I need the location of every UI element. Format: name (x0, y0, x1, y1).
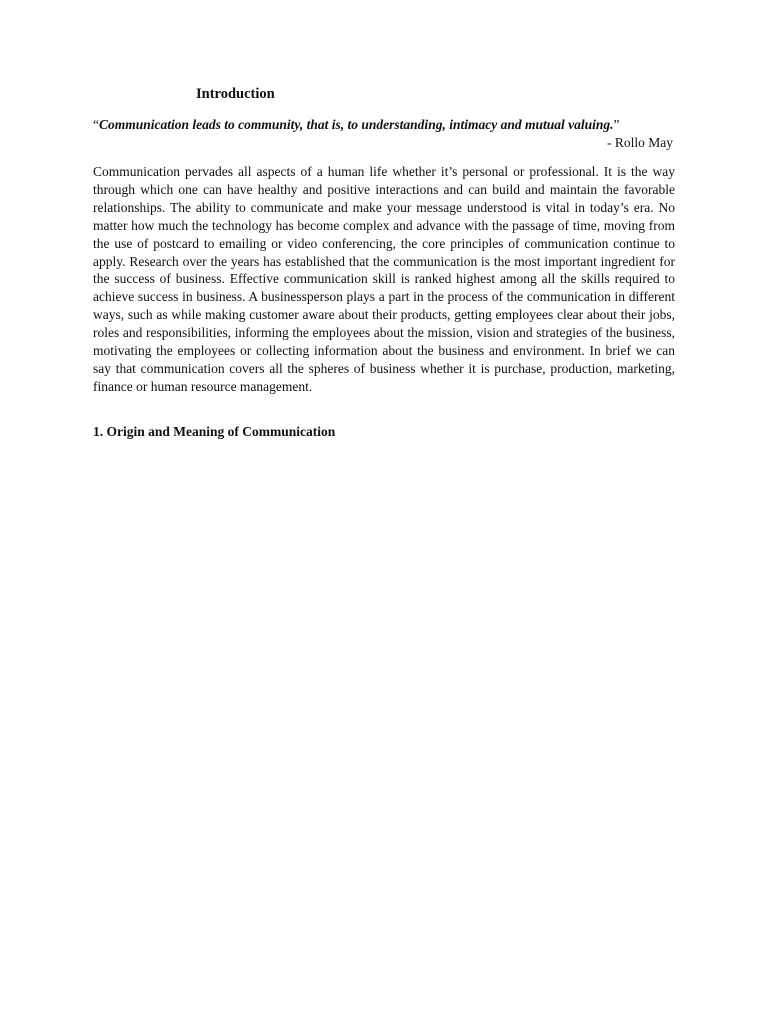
quote-open-mark: “ (93, 117, 99, 132)
quote-close-mark: ” (613, 117, 620, 132)
section-heading: 1. Origin and Meaning of Communication (93, 424, 336, 439)
page-title: Introduction (196, 86, 275, 102)
epigraph-quote (93, 116, 675, 134)
quote-attribution: - Rollo May (607, 135, 673, 150)
quote-text: Communication leads to community, that is, to understanding, intimacy and mutual valuing. (99, 117, 614, 132)
intro-paragraph: Communication pervades all aspects of a human life whether it’s personal or professional. It is the way through which one can have healthy and positive interactions and can build and maintain the favorable relationships. The ability to communicate and make your message understood is vital in today’s era. No matter how much the technology has become complex and advance with the passage of time, moving from the use of postcard to emailing or video conferencing, the core principles of communication continue to apply. Research over the years has established that the communication is the most important ingredient for the success of business. Effective communication skill is ranked highest among all the skills required to achieve success in business. A businessperson plays a part in the process of the communication in different ways, such as while making customer aware about their products, getting employees clear about their jobs, roles and responsibilities, informing the employees about the mission, vision and strategies of the business, motivating the employees or collecting information about the business and environment. In brief we can say that communication covers all the spheres of business whether it is purchase, production, marketing, finance or human resource management. (93, 164, 675, 394)
